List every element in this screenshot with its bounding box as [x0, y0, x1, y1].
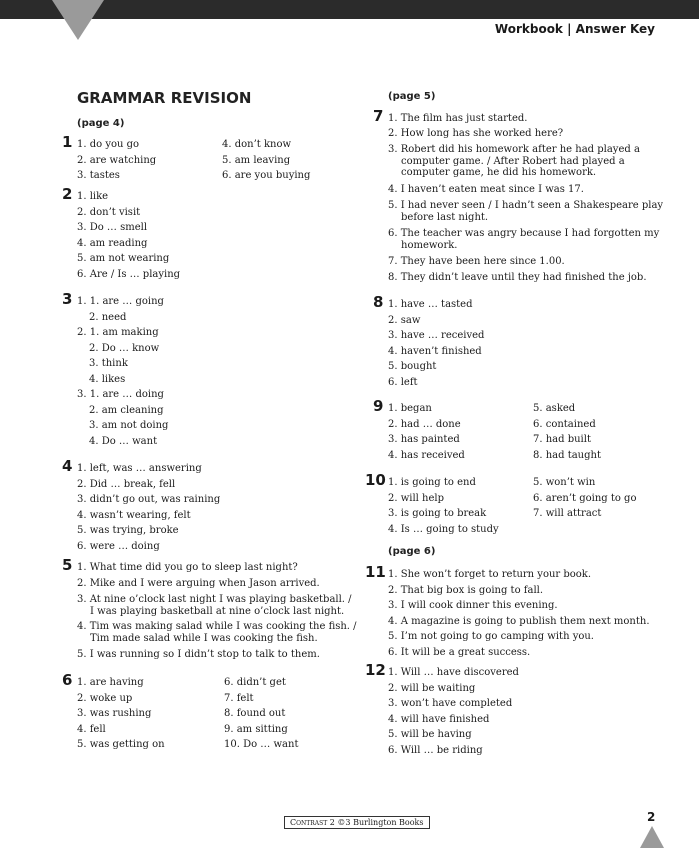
answer-item: 8. They didn’t leave until they had finished the job. — [388, 271, 647, 283]
answer-item: 4. wasn’t wearing, felt — [77, 509, 191, 521]
exercise-number: 1 — [62, 133, 73, 151]
answer-item: 2. woke up — [77, 692, 133, 704]
bottom-triangle-decoration — [640, 826, 664, 848]
exercise-number: 2 — [62, 185, 73, 203]
answer-item: 5. was trying, broke — [77, 525, 179, 536]
footer-brand: Contrast 2 — [290, 818, 335, 827]
answer-item: 2. saw — [388, 314, 421, 326]
answer-item: 4. haven’t finished — [388, 345, 482, 357]
answer-item: 2. Did … break, fell — [77, 478, 176, 490]
answer-item: 2. had … done — [388, 418, 461, 430]
answer-item: 1. She won’t forget to return your book. — [388, 569, 592, 580]
answer-item: 3. Do … smell — [77, 222, 148, 233]
answer-item: 7. had built — [533, 434, 591, 445]
answer-item: 5. won’t win — [533, 477, 596, 488]
page-label-4: (page 4) — [77, 118, 125, 129]
answer-item: 2. will help — [388, 492, 445, 504]
answer-item: 5. am leaving — [222, 154, 291, 166]
answer-item: 2. Mike and I were arguing when Jason arrived. — [77, 577, 320, 589]
exercise-number: 12 — [365, 661, 386, 679]
answer-item: 3. 1. are … doing — [77, 389, 164, 400]
answer-item: 5. I had never seen / I hadn’t seen a Shakespeare play before last night. — [388, 200, 664, 223]
answer-item: 3. has painted — [388, 434, 460, 445]
answer-item: 2. Do … know — [89, 342, 160, 354]
answer-item: 1. have … tasted — [388, 299, 473, 310]
answer-item: 2. are watching — [77, 154, 157, 166]
answer-item: 7. They have been here since 1.00. — [388, 256, 565, 267]
answer-item: 6. The teacher was angry because I had forgotten my homework. — [388, 228, 660, 251]
answer-item: 1. is going to end — [388, 477, 476, 488]
answer-item: 1. are having — [77, 677, 144, 688]
answer-item: 1. Will … have discovered — [388, 667, 519, 678]
exercise-number: 11 — [365, 563, 386, 581]
answer-item: 6. Will … be riding — [388, 744, 483, 756]
answer-item: 5. I’m not going to go camping with you. — [388, 631, 594, 642]
exercise-number: 6 — [62, 671, 73, 689]
answer-item: 9. am sitting — [224, 723, 288, 735]
answer-item: 4. Do … want — [89, 435, 158, 447]
answer-item: 5. asked — [533, 403, 576, 414]
answer-item: 2. How long has she worked here? — [388, 128, 564, 139]
answer-item: 7. felt — [224, 692, 254, 704]
exercise-number: 4 — [62, 457, 73, 475]
answer-item: 3. is going to break — [388, 508, 487, 519]
answer-item: 1. What time did you go to sleep last night? — [77, 562, 298, 573]
answer-item: 4. am reading — [77, 237, 148, 249]
answer-item: 1. 1. are … going — [77, 296, 164, 307]
answer-item: 5. will be having — [388, 729, 472, 740]
answer-item: 5. am not wearing — [77, 253, 170, 264]
top-bar — [0, 0, 699, 19]
page-number: 2 — [647, 810, 656, 824]
answer-item: 4. Tim was making salad while I was cooking the fish. / Tim made salad while I was cooking the fish. — [77, 621, 357, 644]
answer-item: 3. have … received — [388, 330, 485, 341]
answer-item: 1. like — [77, 191, 109, 202]
footer-copyright: ©3 Burlington Books — [334, 818, 424, 827]
answer-item: 3. am not doing — [89, 420, 169, 431]
exercise-number: 8 — [373, 293, 384, 311]
answer-item: 1. do you go — [77, 139, 140, 150]
answer-item: 1. left, was … answering — [77, 463, 202, 474]
answer-item: 3. Robert did his homework after he had played a computer game. / After Robert had played a computer game, he did his homework. — [388, 144, 640, 178]
answer-item: 3. tastes — [77, 170, 120, 181]
exercise-number: 3 — [62, 290, 73, 308]
answer-item: 1. The film has just started. — [388, 113, 528, 124]
footer-credit — [284, 816, 430, 829]
answer-item: 10. Do … want — [224, 739, 299, 750]
answer-item: 8. had taught — [533, 449, 601, 461]
answer-item: 6. Are / Is … playing — [77, 268, 181, 280]
answer-item: 2. That big box is going to fall. — [388, 584, 544, 596]
answer-item: 5. bought — [388, 361, 437, 372]
answer-item: 6. left — [388, 376, 418, 388]
answer-item: 1. began — [388, 403, 432, 414]
answer-item: 4. A magazine is going to publish them next month. — [388, 615, 650, 627]
header-title: Workbook | Answer Key — [494, 22, 655, 36]
exercise-number: 10 — [365, 471, 386, 489]
answer-item: 2. need — [89, 311, 127, 323]
answer-item: 6. It will be a great success. — [388, 646, 531, 658]
answer-item: 3. I will cook dinner this evening. — [388, 600, 558, 611]
exercise-number: 9 — [373, 397, 384, 415]
page-label-6: (page 6) — [388, 546, 436, 557]
answer-item: 4. fell — [77, 723, 106, 735]
answer-item: 3. didn’t go out, was raining — [77, 494, 221, 505]
answer-item: 6. are you buying — [222, 170, 311, 181]
answer-item: 2. 1. am making — [77, 327, 159, 338]
page-label-5: (page 5) — [388, 91, 436, 102]
answer-item: 4. has received — [388, 449, 465, 461]
section-title: GRAMMAR REVISION — [77, 89, 252, 107]
answer-item: 7. will attract — [533, 508, 602, 519]
answer-item: 6. were … doing — [77, 540, 160, 552]
top-triangle-decoration — [52, 0, 104, 40]
answer-item: 4. likes — [89, 373, 126, 385]
answer-item: 6. didn’t get — [224, 677, 286, 688]
answer-item: 4. don’t know — [222, 139, 292, 150]
answer-item: 5. was getting on — [77, 739, 165, 750]
answer-item: 4. Is … going to study — [388, 523, 499, 535]
answer-item: 2. don’t visit — [77, 206, 141, 218]
answer-item: 8. found out — [224, 708, 286, 719]
answer-item: 3. won’t have completed — [388, 698, 513, 709]
answer-item: 3. At nine o’clock last night I was playing basketball. / I was playing basketball at nine o’clock last night. — [77, 594, 352, 617]
answer-item: 2. will be waiting — [388, 682, 476, 694]
answer-item: 5. I was running so I didn’t stop to talk to them. — [77, 649, 320, 660]
answer-item: 4. I haven’t eaten meat since I was 17. — [388, 184, 584, 195]
exercise-number: 7 — [373, 107, 384, 125]
answer-item: 6. aren’t going to go — [533, 492, 637, 504]
answer-item: 2. am cleaning — [89, 404, 164, 416]
answer-item: 3. think — [89, 358, 128, 369]
exercise-number: 5 — [62, 556, 73, 574]
answer-item: 4. will have finished — [388, 713, 490, 725]
answer-item: 6. contained — [533, 418, 596, 430]
answer-item: 3. was rushing — [77, 708, 152, 719]
